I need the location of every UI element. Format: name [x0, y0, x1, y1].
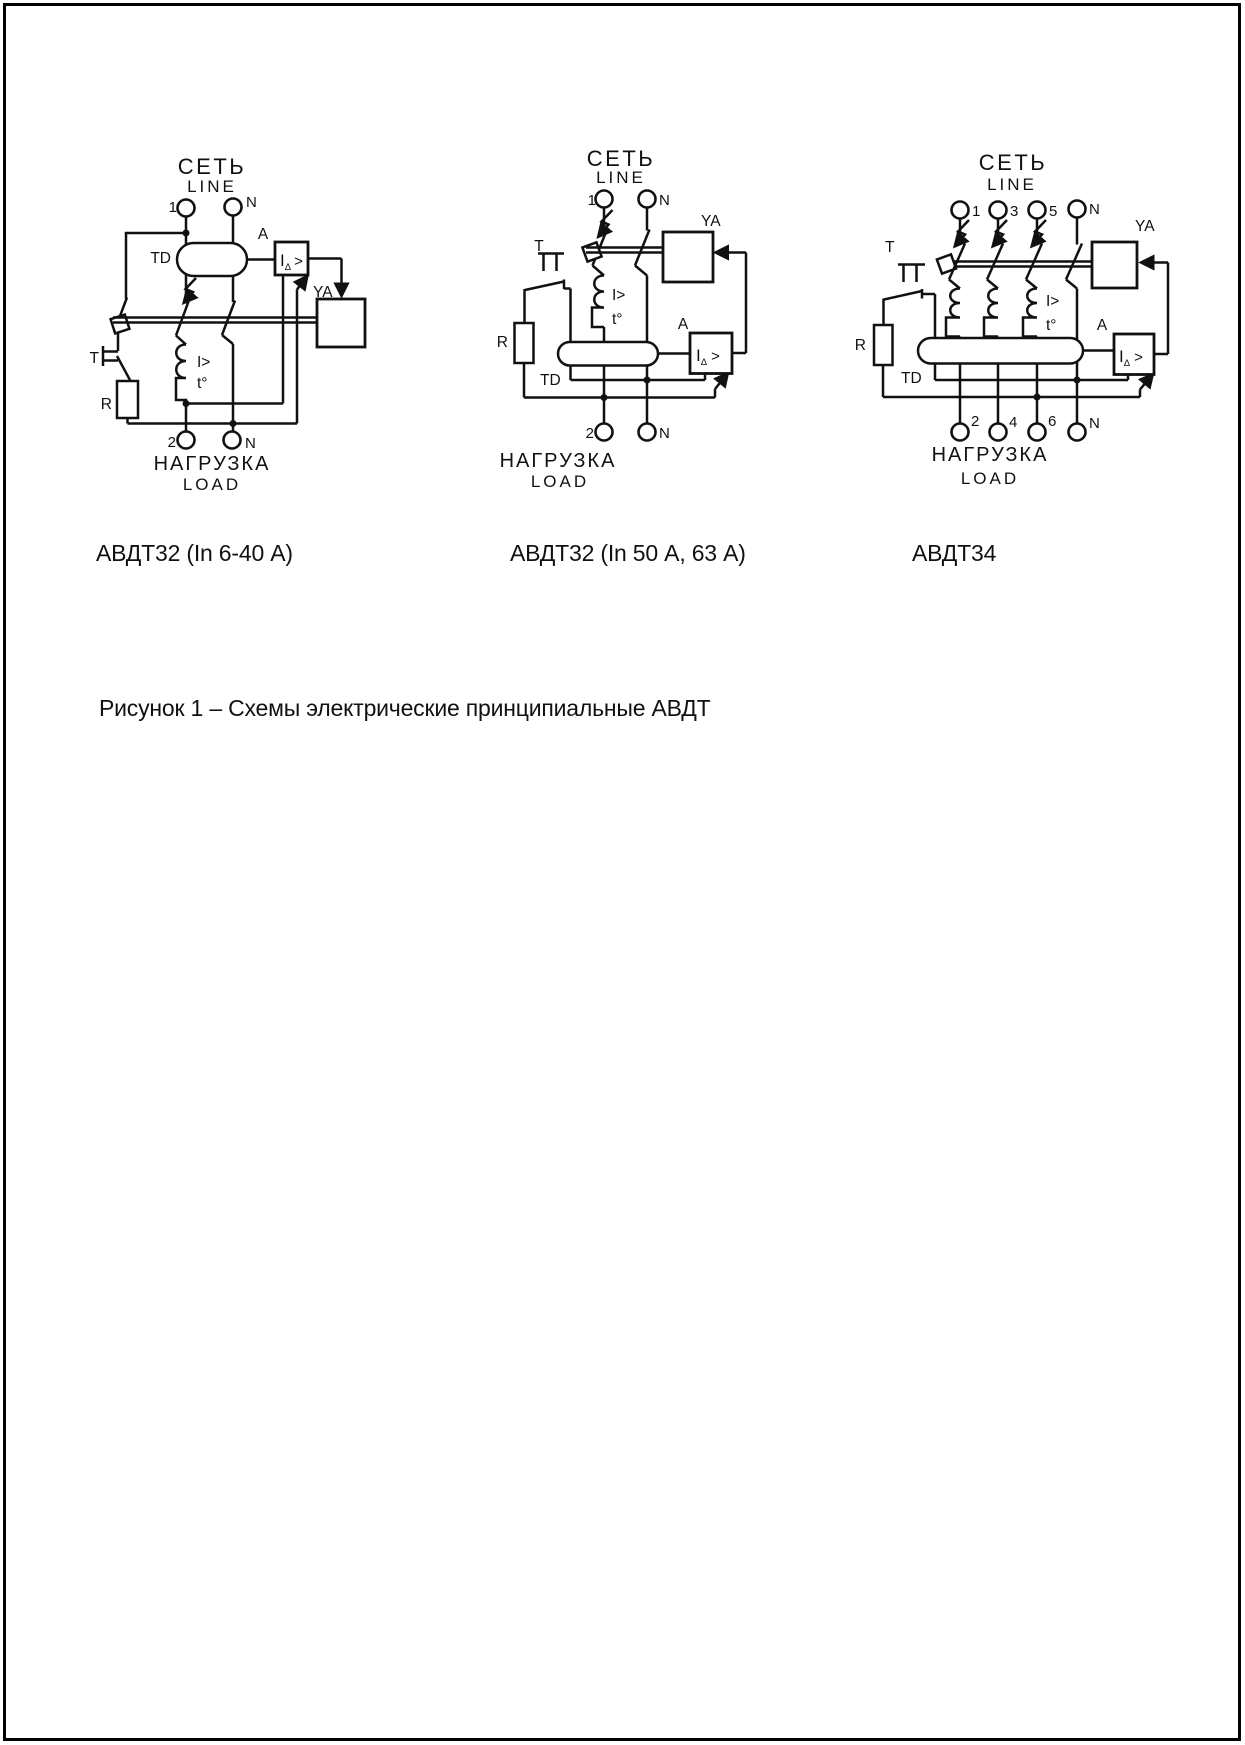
diagram-caption: АВДТ34: [912, 540, 997, 566]
test-button-label: T: [89, 350, 99, 367]
overcurrent-label: I>: [197, 354, 211, 371]
diff-module-text: $I_\Delta$ >: [280, 251, 303, 273]
diagram-caption: АВДТ32 (In 6-40 А): [96, 540, 293, 566]
terminal-label: N: [245, 435, 256, 452]
junction-dot: [644, 377, 651, 384]
schematic-avdt34: [855, 150, 1168, 566]
solenoid-box: [1092, 242, 1137, 288]
terminal-label: 5: [1049, 203, 1058, 220]
overcurrent-release-symbol: [592, 276, 604, 328]
terminal-3: [990, 202, 1007, 219]
terminal-6: [1029, 424, 1046, 441]
net-label-ru: СЕТЬ: [586, 146, 656, 171]
schematic-avdt32-6-40: [90, 154, 365, 566]
terminal-n-bottom: [1069, 424, 1086, 441]
solenoid-box: [317, 299, 365, 347]
module-label: A: [1096, 317, 1108, 334]
load-label-en: LOAD: [530, 472, 590, 491]
terminal-1: [596, 191, 613, 208]
mechanical-linkage: [113, 318, 317, 323]
solenoid-box: [663, 232, 713, 282]
terminal-n-bottom: [639, 424, 656, 441]
differential-transformer: [918, 338, 1083, 364]
overcurrent-release-symbol: [176, 345, 186, 404]
module-label: A: [257, 226, 269, 243]
load-label-en: LOAD: [960, 469, 1020, 488]
terminal-2: [178, 432, 195, 449]
terminal-label: 6: [1048, 413, 1057, 430]
transformer-label: TD: [540, 372, 561, 389]
differential-transformer: [558, 342, 658, 366]
terminal-4: [990, 424, 1007, 441]
test-button-label: T: [885, 239, 895, 256]
load-label-ru: НАГРУЗКА: [931, 444, 1049, 466]
thermal-label: t°: [197, 375, 208, 392]
load-label-en: LOAD: [182, 475, 242, 494]
trip-arrow: [1140, 375, 1153, 398]
lightning-icon: [955, 220, 969, 246]
trip-arrow: [297, 277, 307, 290]
test-button-label: T: [534, 238, 544, 255]
test-button-symbol: [103, 346, 118, 366]
mechanical-linkage: [941, 262, 1092, 267]
module-label: A: [677, 316, 689, 333]
figure-caption: Рисунок 1 – Схемы электрические принципиальные АВДТ: [99, 695, 711, 721]
terminal-1: [178, 200, 195, 217]
net-label-ru: СЕТЬ: [177, 154, 247, 179]
transformer-label: TD: [901, 370, 922, 387]
terminal-label: N: [659, 192, 670, 209]
terminal-label: 1: [972, 203, 981, 220]
terminal-label: 2: [971, 413, 980, 430]
overcurrent-release-symbol: [984, 289, 998, 337]
transformer-label: TD: [150, 250, 171, 267]
terminal-n-bottom: [224, 432, 241, 449]
terminal-label: 2: [585, 425, 594, 442]
solenoid-label: YA: [701, 213, 721, 230]
thermal-label: t°: [1046, 317, 1057, 334]
terminal-1: [952, 202, 969, 219]
terminal-label: 3: [1010, 203, 1019, 220]
junction-dot: [230, 420, 237, 427]
resistor-label: R: [496, 334, 508, 351]
junction-dot: [1074, 377, 1081, 384]
test-button-symbol: [898, 265, 925, 283]
terminal-n-top: [639, 191, 656, 208]
load-label-ru: НАГРУЗКА: [153, 453, 271, 475]
net-label-en: LINE: [596, 168, 646, 187]
terminal-2: [596, 424, 613, 441]
test-button-symbol: [538, 254, 564, 272]
terminal-n-top: [225, 199, 242, 216]
junction-dot: [183, 400, 190, 407]
overcurrent-label: I>: [1046, 293, 1060, 310]
thermal-label: t°: [612, 311, 623, 328]
terminal-label: N: [1089, 201, 1100, 218]
terminal-label: 1: [587, 192, 596, 209]
diff-module-text: $I_\Delta$ >: [696, 346, 720, 368]
junction-dot: [183, 230, 190, 237]
terminal-label: N: [246, 194, 257, 211]
terminal-n-top: [1069, 201, 1086, 218]
differential-transformer: [177, 243, 247, 276]
terminal-2: [952, 424, 969, 441]
terminal-5: [1029, 202, 1046, 219]
terminal-label: 1: [168, 199, 177, 216]
resistor-symbol: [874, 325, 893, 365]
resistor-label: R: [854, 337, 866, 354]
solenoid-label: YA: [1135, 218, 1155, 235]
resistor-symbol: [117, 381, 138, 418]
junction-dot: [1034, 394, 1041, 401]
schematic-avdt32-50-63: [497, 146, 746, 566]
net-label-en: LINE: [187, 177, 237, 196]
net-label-en: LINE: [987, 175, 1037, 194]
junction-dot: [601, 394, 608, 401]
lightning-icon: [993, 220, 1007, 246]
overcurrent-label: I>: [612, 287, 626, 304]
load-label-ru: НАГРУЗКА: [499, 450, 617, 472]
terminal-label: 4: [1009, 414, 1018, 431]
resistor-label: R: [100, 396, 112, 413]
net-label-ru: СЕТЬ: [978, 150, 1048, 175]
diff-module-text: $I_\Delta$ >: [1119, 347, 1143, 369]
lightning-icon: [1032, 220, 1046, 246]
solenoid-label: YA: [313, 284, 333, 301]
overcurrent-release-symbol: [1023, 289, 1037, 337]
terminal-label: 2: [167, 434, 176, 451]
terminal-label: N: [659, 425, 670, 442]
overcurrent-release-symbol: [946, 289, 960, 337]
resistor-symbol: [515, 323, 534, 363]
diagram-caption: АВДТ32 (In 50 А, 63 А): [510, 540, 746, 566]
trip-arrow: [715, 374, 728, 398]
terminal-label: N: [1089, 415, 1100, 432]
